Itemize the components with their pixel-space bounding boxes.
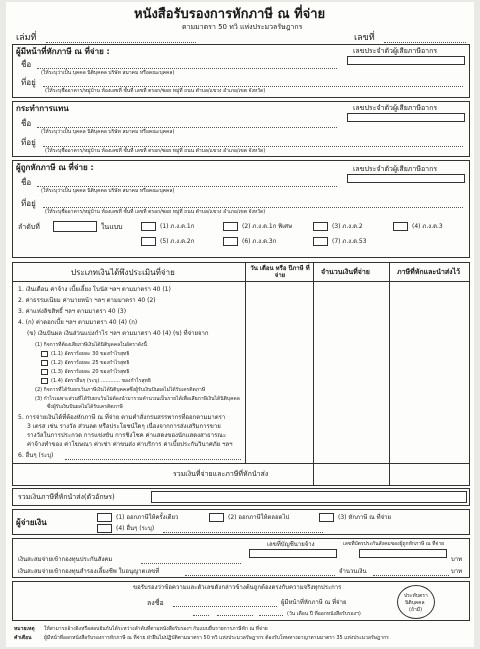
rate-other-checkbox[interactable]: [41, 378, 48, 384]
payer-tax-id-field[interactable]: [347, 56, 465, 65]
rate-30-checkbox[interactable]: [41, 351, 48, 357]
doc-no-field[interactable]: [384, 42, 466, 43]
payer-name-field[interactable]: [37, 68, 337, 69]
words-field[interactable]: [151, 491, 467, 503]
form-7-label: (7) ภ.ง.ด.53: [332, 238, 367, 245]
agent-title: กระทำการแทน: [16, 104, 69, 113]
pf-license-field[interactable]: [185, 575, 335, 576]
pf-row-label: เงินสะสมจ่ายเข้ากองทุนสำรองเลี้ยงชีพ ใบอนุญาตเลขที่: [18, 568, 160, 575]
employer-acct-field[interactable]: [249, 549, 337, 558]
payee-tax-id-field[interactable]: [347, 174, 465, 183]
form-7-checkbox[interactable]: [313, 237, 328, 246]
payer-type-label: ผู้จ่ายเงิน: [16, 518, 47, 527]
payer-tax-id-label: เลขประจำตัวผู้เสียภาษีอากร: [353, 47, 438, 55]
form-3-label: (3) ภ.ง.ด.2: [332, 223, 363, 230]
income-row: (3) กำไรเฉพาะส่วนที่ได้รับยกเว้นไม่ต้องนำมารวมคำนวณเป็นรายได้เพื่อเสียภาษีเงินได้นิติบุคคล: [35, 396, 240, 402]
form-1-label: (1) ภ.ง.ด.1ก: [160, 223, 195, 230]
income-row: 2. ค่าธรรมเนียม ค่านายหน้า ฯลฯ ตามมาตรา 40 (2): [18, 297, 156, 304]
payee-address-field[interactable]: [43, 207, 463, 208]
warning-label: คำเตือน: [14, 635, 32, 641]
ss-baht-label: บาท: [451, 556, 463, 563]
income-row: (2) กิจการที่ได้รับยกเว้นภาษีเงินได้นิติบุคคลซึ่งผู้รับเงินปันผลไม่ได้รับเครดิตภาษี: [35, 387, 206, 393]
payer-name-label: ชื่อ: [21, 60, 32, 69]
payee-section: [12, 160, 470, 258]
certification-section: [12, 581, 470, 621]
sign-label: ลงชื่อ: [147, 599, 164, 607]
employer-acct-label: เลขที่บัญชีนายจ้าง: [267, 541, 315, 548]
cert-text: ขอรับรองว่าข้อความและตัวเลขดังกล่าวข้างต้นถูกต้องตรงกับความจริงทุกประการ: [133, 584, 342, 591]
signature-field[interactable]: [173, 606, 277, 607]
month-field[interactable]: [217, 615, 253, 616]
payee-name-label: ชื่อ: [21, 178, 32, 187]
certificate-form: [6, 2, 474, 647]
form-2-label: (2) ภ.ง.ด.1ก พิเศษ: [242, 223, 293, 230]
col-tax-header: ภาษีที่หักและนำส่งไว้: [397, 268, 461, 276]
income-row: ค่าจ้างทำของ ค่าโฆษณา ค่าเช่า ค่าขนส่ง ค่าบริการ ค่าเบี้ยประกันวินาศภัย ฯลฯ: [27, 441, 233, 448]
payer-title: ผู้มีหน้าที่หักภาษี ณ ที่จ่าย :: [16, 47, 110, 56]
stamp-text-1: ประทับตรา: [404, 593, 428, 599]
payee-name-field[interactable]: [37, 186, 337, 187]
company-stamp-area: [397, 585, 435, 619]
income-row: 3 เตรส เช่น รางวัล ส่วนลด หรือประโยชน์ใดๆ เนื่องจากการส่งเสริมการขาย: [27, 423, 221, 430]
rate-25-checkbox[interactable]: [41, 360, 48, 366]
form-6-checkbox[interactable]: [223, 237, 238, 246]
payee-name-hint: (ให้ระบุว่าเป็น บุคคล นิติบุคคล บริษัท สมาคม หรือคณะบุคคล): [41, 188, 175, 194]
ss-no-field[interactable]: [359, 549, 447, 558]
payer-address-field[interactable]: [43, 86, 463, 87]
payer-section: [12, 44, 470, 98]
payee-address-hint: (ให้ระบุชื่ออาคาร/หมู่บ้าน ห้องเลขที่ ชั้นที่ เลขที่ ตรอก/ซอย หมู่ที่ ถนน ตำบล/แขวง อำเภอ/เขต จังหวัด): [45, 209, 266, 215]
income-row: ซึ่งผู้รับเงินปันผลไม่ได้รับเครดิตภาษี: [47, 404, 123, 410]
col-date-header: วัน เดือน หรือ ปีภาษี ที่จ่าย: [250, 265, 310, 280]
pay-opt4-label: (4) อื่นๆ (ระบุ): [116, 525, 155, 532]
form-5-checkbox[interactable]: [141, 237, 156, 246]
income-row: 6. อื่นๆ (ระบุ): [18, 452, 54, 459]
income-row: (1.3) อัตราร้อยละ 20 ของกำไรสุทธิ: [51, 369, 130, 375]
pf-amount-field[interactable]: [373, 575, 449, 576]
form-4-label: (4) ภ.ง.ด.3: [412, 223, 443, 230]
totals-words-row: [12, 488, 470, 506]
payer-name-hint: (ให้ระบุว่าเป็น บุคคล นิติบุคคล บริษัท สมาคม หรือคณะบุคคล): [41, 70, 175, 76]
pay-opt2-checkbox[interactable]: [209, 513, 224, 522]
book-no-field[interactable]: [46, 42, 196, 43]
col-type-header: ประเภทเงินได้พึงประเมินที่จ่าย: [71, 268, 175, 277]
date-label: (วัน เดือน ปี ที่ออกหนังสือรับรองฯ): [287, 611, 361, 617]
form-subtitle: ตามมาตรา 50 ทวิ แห่งประมวลรัษฎากร: [182, 23, 303, 31]
fund-section: [12, 538, 470, 578]
income-row: (1.1) อัตราร้อยละ 30 ของกำไรสุทธิ: [51, 351, 130, 357]
ss-row-label: เงินสะสมจ่ายเข้ากองทุนประกันสังคม: [18, 556, 113, 563]
note-label: หมายเหตุ: [14, 626, 35, 632]
seq-label: ลำดับที่: [18, 223, 40, 231]
agent-address-hint: (ให้ระบุชื่ออาคาร/หมู่บ้าน ห้องเลขที่ ชั้นที่ เลขที่ ตรอก/ซอย หมู่ที่ ถนน ตำบล/แขวง อำเภอ/เขต จังหวัด): [45, 148, 266, 154]
form-2-checkbox[interactable]: [223, 222, 238, 231]
pay-opt3-label: (3) หักภาษี ณ ที่จ่าย: [338, 514, 392, 521]
note-text: ให้สามารถอ้างอิงหรือสอบยันกันได้ระหว่างลำดับที่ตามหนังสือรับรองฯ กับแบบยื่นรายการภาษีหัก ณ ที่จ่าย: [44, 626, 268, 632]
payee-tax-id-label: เลขประจำตัวผู้เสียภาษีอากร: [353, 165, 438, 173]
book-no-label: เล่มที่: [16, 33, 37, 43]
income-row: รางวัลในการประกวด การแข่งขัน การชิงโชค ค่าแสดงของนักแสดงสาธารณะ: [27, 432, 227, 439]
year-field[interactable]: [259, 615, 283, 616]
agent-name-field[interactable]: [37, 127, 337, 128]
agent-address-field[interactable]: [43, 146, 463, 147]
agent-address-label: ที่อยู่: [21, 138, 36, 147]
agent-name-hint: (ให้ระบุว่าเป็น บุคคล นิติบุคคล บริษัท สมาคม หรือคณะบุคคล): [41, 129, 175, 135]
income-row: 3. ค่าแห่งลิขสิทธิ์ ฯลฯ ตามมาตรา 40 (3): [18, 308, 127, 315]
form-6-label: (6) ภ.ง.ด.3ก: [242, 238, 277, 245]
income-row: (1) กิจการที่ต้องเสียภาษีเงินได้นิติบุคคลในอัตราดังนี้: [35, 342, 147, 348]
payment-method-section: [12, 509, 470, 535]
words-label: รวมเงินภาษีที่หักนำส่ง(ตัวอักษร): [18, 493, 115, 501]
income-row: 5. การจ่ายเงินได้ที่ต้องหักภาษี ณ ที่จ่าย ตามคำสั่งกรมสรรพากรที่ออกตามมาตรา: [18, 414, 226, 421]
income-row: (1.4) อัตราอื่นๆ (ระบุ) ............ ของกำไรสุทธิ: [51, 378, 151, 384]
signer-label: ผู้มีหน้าที่หักภาษี ณ ที่จ่าย: [281, 599, 347, 606]
agent-tax-id-label: เลขประจำตัวผู้เสียภาษีอากร: [353, 104, 438, 112]
agent-name-label: ชื่อ: [21, 119, 32, 128]
ss-no-label: เลขที่บัตรประกันสังคมของผู้ถูกหักภาษี ณ ที่จ่าย: [343, 541, 445, 547]
income-row: (ข) เงินปันผล เงินส่วนแบ่งกำไร ฯลฯ ตามมาตรา 40 (4) (ข) ที่จ่ายจาก: [27, 330, 209, 337]
pay-opt2-label: (2) ออกภาษีให้ตลอดไป: [228, 514, 290, 521]
pay-opt4-checkbox[interactable]: [97, 524, 112, 533]
form-1-checkbox[interactable]: [141, 222, 156, 231]
ss-amount-field[interactable]: [141, 563, 241, 564]
pay-other-field[interactable]: [163, 532, 323, 533]
pay-opt3-checkbox[interactable]: [319, 513, 334, 522]
form-3-checkbox[interactable]: [313, 222, 328, 231]
pay-opt1-checkbox[interactable]: [97, 513, 112, 522]
form-title: หนังสือรับรองการหักภาษี ณ ที่จ่าย: [134, 7, 326, 22]
form-type-label: ในแบบ: [101, 223, 123, 231]
pay-opt1-label: (1) ออกภาษีให้ครั้งเดียว: [116, 514, 179, 521]
income-row: (1.2) อัตราร้อยละ 25 ของกำไรสุทธิ: [51, 360, 130, 366]
payee-address-label: ที่อยู่: [21, 199, 36, 208]
form-5-label: (5) ภ.ง.ด.2ก: [160, 238, 195, 245]
agent-tax-id-field[interactable]: [347, 113, 465, 122]
seq-field[interactable]: [53, 221, 97, 232]
agent-section: [12, 101, 470, 157]
income-row: 1. เงินเดือน ค่าจ้าง เบี้ยเลี้ยง โบนัส ฯลฯ ตามมาตรา 40 (1): [18, 286, 171, 293]
day-field[interactable]: [193, 615, 209, 616]
doc-no-label: เลขที่: [354, 33, 375, 43]
col-amount-header: จำนวนเงินที่จ่าย: [321, 268, 370, 276]
pf-baht-label: บาท: [451, 568, 463, 575]
pf-amount-label: จำนวนเงิน: [339, 568, 367, 575]
stamp-text-3: (ถ้ามี): [409, 607, 423, 613]
rate-20-checkbox[interactable]: [41, 369, 48, 375]
other-income-field[interactable]: [65, 459, 241, 460]
payer-address-label: ที่อยู่: [21, 78, 36, 87]
stamp-text-2: นิติบุคคล: [405, 600, 425, 606]
income-table: [12, 262, 470, 486]
warning-text: ผู้มีหน้าที่ออกหนังสือรับรองการหักภาษี ณ ที่จ่าย ฝ่าฝืนไม่ปฏิบัติตามมาตรา 50 ทวิ แห่งประมวลรัษฎากร ต้องรับโทษทางอาญาตามมาตรา 35 แห่งประมวลรัษฎากร: [44, 635, 389, 641]
payee-title: ผู้ถูกหักภาษี ณ ที่จ่าย :: [16, 163, 94, 172]
sum-label: รวมเงินที่จ่ายและภาษีที่หักนำส่ง: [173, 470, 269, 478]
income-row: 4. (ก) ค่าดอกเบี้ย ฯลฯ ตามมาตรา 40 (4) (ก): [18, 319, 138, 326]
form-4-checkbox[interactable]: [393, 222, 408, 231]
payer-address-hint: (ให้ระบุชื่ออาคาร/หมู่บ้าน ห้องเลขที่ ชั้นที่ เลขที่ ตรอก/ซอย หมู่ที่ ถนน ตำบล/แขวง อำเภอ/เขต จังหวัด): [45, 88, 266, 94]
